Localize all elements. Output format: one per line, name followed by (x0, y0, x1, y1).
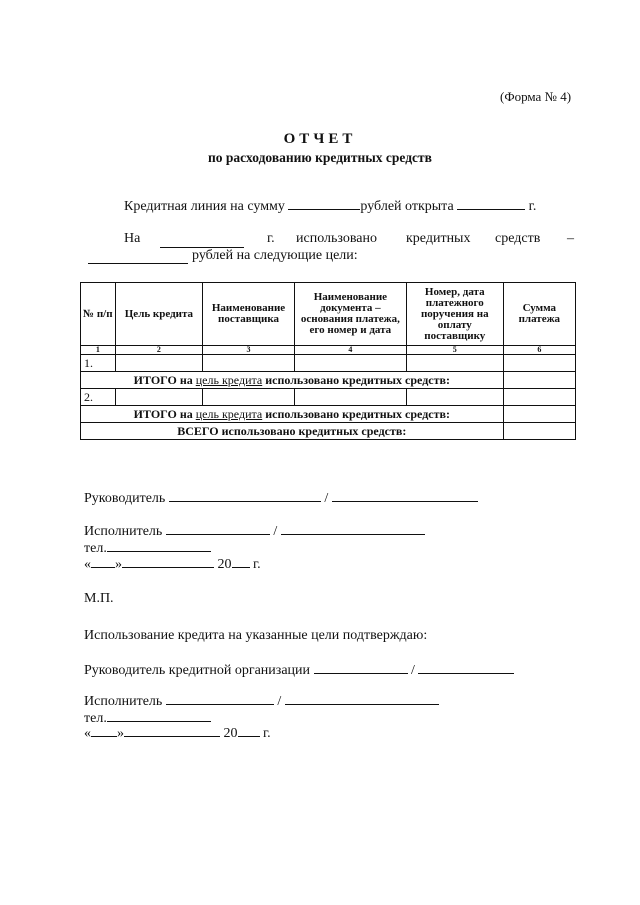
table-cell[interactable] (115, 355, 203, 372)
quote-open: « (84, 557, 91, 572)
executor-signature-blank[interactable] (166, 522, 270, 535)
col-number: 5 (406, 346, 503, 355)
table-cell[interactable] (503, 355, 575, 372)
head-signature-blank[interactable] (169, 489, 321, 502)
head-signature-line (84, 489, 478, 507)
grand-total-label: ВСЕГО использовано кредитных средств: (81, 423, 504, 440)
form-number: (Форма № 4) (500, 89, 572, 104)
year-blank[interactable] (232, 555, 250, 568)
opened-date-blank[interactable] (457, 197, 525, 210)
used-label: использовано (296, 231, 377, 246)
stamp-label: М.П. (84, 591, 114, 606)
col-number: 3 (203, 346, 295, 355)
subtotal-row (81, 406, 576, 423)
subtotal-label (81, 406, 504, 423)
subtotal-purpose: цель кредита (195, 406, 263, 421)
subtotal-label (81, 372, 504, 389)
executor-label: Исполнитель (84, 524, 163, 539)
credit-line-label: Кредитная линия на сумму (124, 199, 285, 214)
table-cell[interactable] (203, 389, 295, 406)
col-number: 4 (294, 346, 406, 355)
year-blank[interactable] (238, 724, 260, 737)
tel-label: тел. (84, 541, 107, 556)
bank-tel-blank[interactable] (107, 709, 211, 722)
bank-head-line (84, 661, 514, 679)
col-header-document: Наименование документа – основания платежа, его номер и дата (294, 283, 406, 346)
g-label: г. (267, 231, 275, 246)
bank-head-signature-blank[interactable] (314, 661, 408, 674)
used-amount-blank[interactable] (88, 251, 188, 264)
expenditure-table (80, 282, 576, 440)
table-cell[interactable] (503, 389, 575, 406)
col-header-number: № п/п (81, 283, 116, 346)
col-header-purpose: Цель кредита (115, 283, 203, 346)
month-blank[interactable] (122, 555, 214, 568)
na-label: На (124, 231, 141, 246)
grand-total-amount[interactable] (503, 423, 575, 440)
table-cell[interactable] (203, 355, 295, 372)
col-header-amount: Сумма платежа (503, 283, 575, 346)
grand-total-row (81, 423, 576, 440)
day-blank[interactable] (91, 724, 117, 737)
credit-line-text (124, 197, 536, 215)
slash: / (411, 663, 415, 678)
opened-label: рублей открыта (360, 199, 454, 214)
tel-blank[interactable] (107, 539, 211, 552)
year-suffix: г. (253, 557, 261, 572)
col-header-payment-order: Номер, дата платежного поручения на оплату поставщику (406, 283, 503, 346)
bank-head-name-blank[interactable] (418, 661, 514, 674)
credit-amount-blank[interactable] (288, 197, 360, 210)
report-subtitle: по расходованию кредитных средств (208, 150, 432, 165)
bank-executor-line (84, 692, 439, 710)
table-cell[interactable] (115, 389, 203, 406)
subtotal-prefix: ИТОГО на (133, 372, 193, 387)
year-suffix: г. (263, 726, 271, 741)
subtotal-amount[interactable] (503, 372, 575, 389)
executor-line (84, 522, 425, 540)
dash: – (567, 231, 574, 246)
purposes-label: рублей на следующие цели: (192, 248, 358, 263)
subtotal-suffix: использовано кредитных средств: (265, 406, 450, 421)
quote-close: » (115, 557, 122, 572)
report-title: ОТЧЕТ (283, 131, 357, 147)
subtotal-amount[interactable] (503, 406, 575, 423)
row-number: 1. (81, 355, 116, 372)
head-label: Руководитель (84, 491, 166, 506)
table-header-row (81, 283, 576, 346)
subtotal-suffix: использовано кредитных средств: (265, 372, 450, 387)
col-number: 2 (115, 346, 203, 355)
table-row (81, 355, 576, 372)
col-number: 6 (503, 346, 575, 355)
column-number-row (81, 346, 576, 355)
on-date-blank[interactable] (160, 235, 244, 248)
table-cell[interactable] (406, 389, 503, 406)
tel-label: тел. (84, 711, 107, 726)
date-line (84, 555, 261, 573)
head-name-blank[interactable] (332, 489, 478, 502)
row-number: 2. (81, 389, 116, 406)
table-cell[interactable] (406, 355, 503, 372)
slash: / (324, 491, 329, 506)
confirmation-text: Использование кредита на указанные цели подтверждаю: (84, 628, 428, 643)
bank-executor-name-blank[interactable] (285, 692, 439, 705)
col-header-supplier: Наименование поставщика (203, 283, 295, 346)
executor-label: Исполнитель (84, 694, 163, 709)
funds-word: средств (495, 231, 541, 246)
year-suffix: г. (528, 199, 537, 214)
subtotal-purpose: цель кредита (195, 372, 263, 387)
slash: / (277, 694, 282, 709)
table-cell[interactable] (294, 355, 406, 372)
quote-close: » (117, 726, 124, 741)
bank-executor-signature-blank[interactable] (166, 692, 274, 705)
table-cell[interactable] (294, 389, 406, 406)
slash: / (273, 524, 278, 539)
day-blank[interactable] (91, 555, 115, 568)
quote-open: « (84, 726, 91, 741)
bank-date-line (84, 724, 271, 742)
col-number: 1 (81, 346, 116, 355)
table-row (81, 389, 576, 406)
year-prefix: 20 (217, 557, 232, 572)
subtotal-prefix: ИТОГО на (133, 406, 193, 421)
executor-name-blank[interactable] (281, 522, 425, 535)
credit-word: кредитных (406, 231, 471, 246)
subtotal-row (81, 372, 576, 389)
year-prefix: 20 (223, 726, 238, 741)
bank-head-label: Руководитель кредитной организации (84, 663, 311, 678)
month-blank[interactable] (124, 724, 220, 737)
